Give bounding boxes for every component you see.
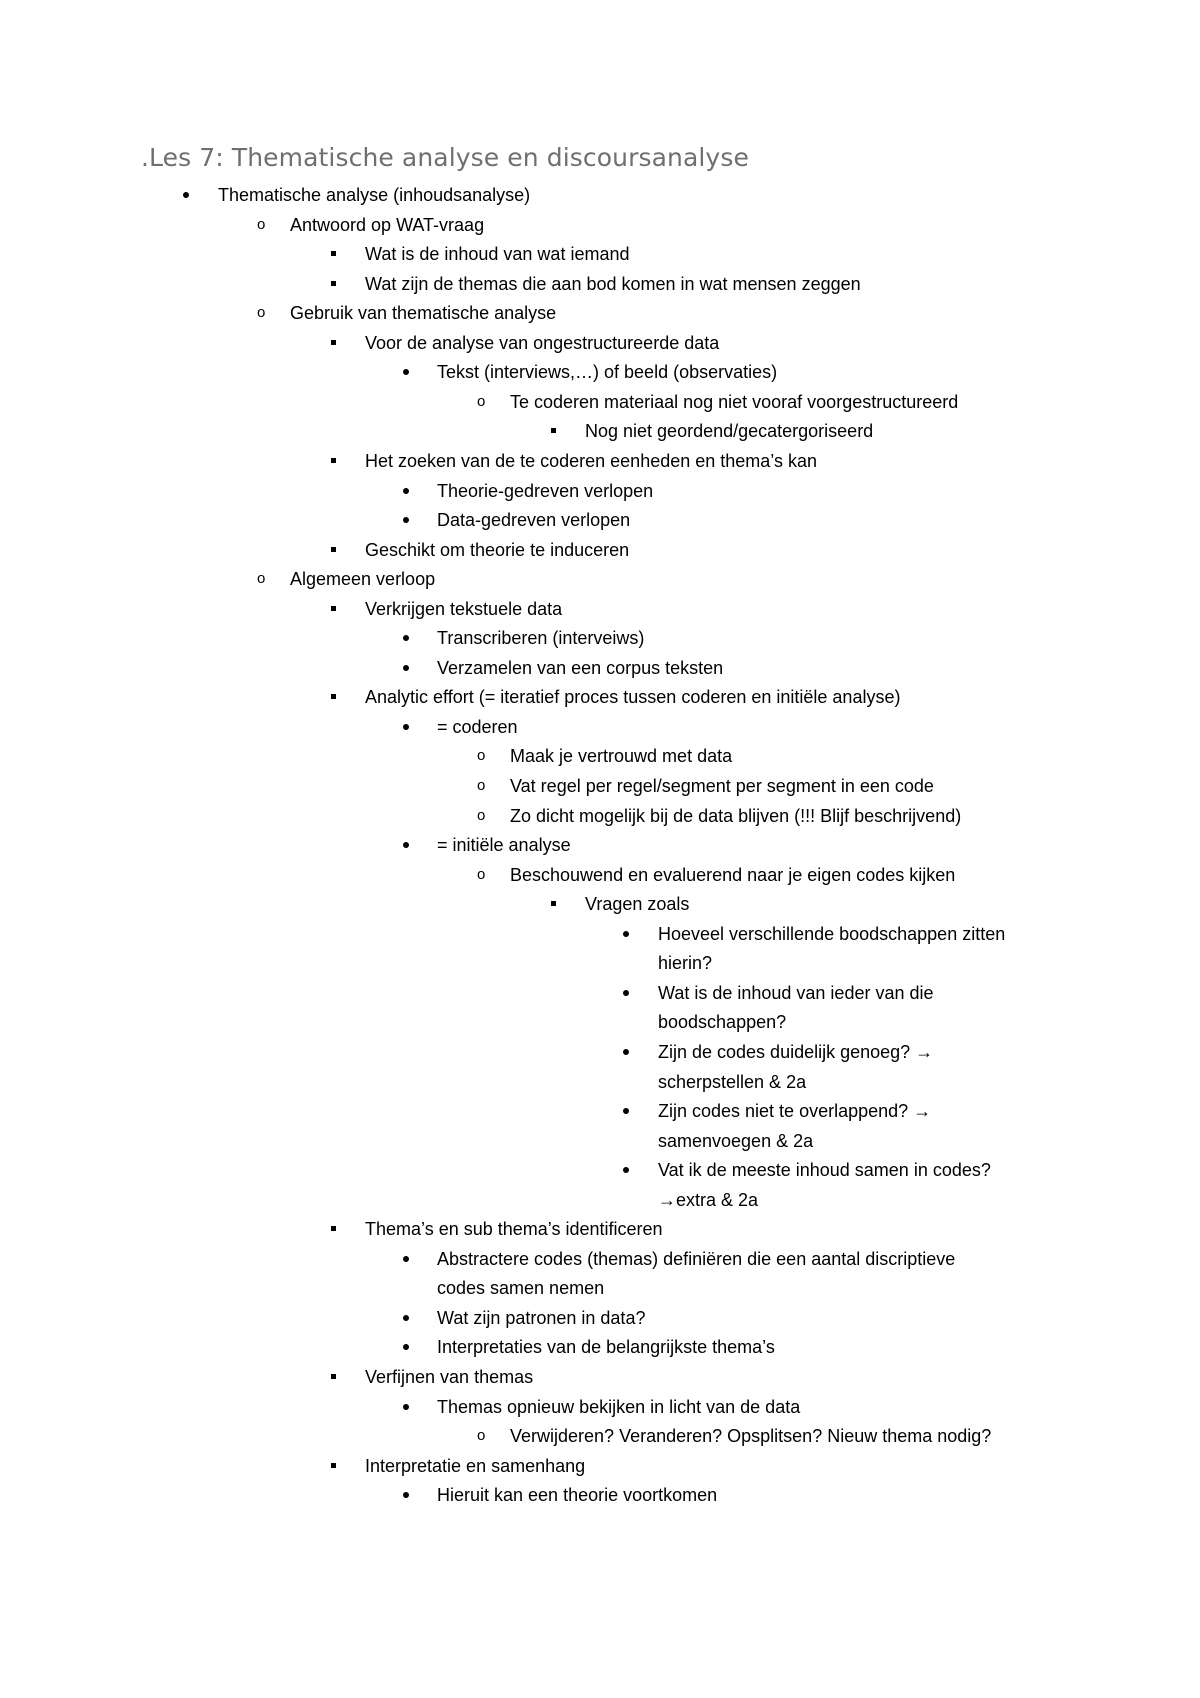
bullet-marker-icon [620, 1158, 640, 1182]
outline-item-text: Verfijnen van themas [365, 1367, 534, 1387]
outline-item-text: Voor de analyse van ongestructureerde data [365, 333, 720, 353]
bullet-marker-icon [620, 1099, 640, 1123]
outline-item-text: scherpstellen & 2a [658, 1072, 807, 1092]
bullet-marker-icon [400, 1247, 420, 1271]
circle-marker-icon [475, 863, 495, 887]
square-marker-icon [328, 242, 348, 266]
outline-item-text: Wat is de inhoud van wat iemand [365, 244, 630, 264]
square-marker-icon [328, 272, 348, 296]
square-marker-icon [328, 538, 348, 562]
outline-item-text: Abstractere codes (themas) definiëren die een aantal discriptieve [437, 1249, 956, 1269]
bullet-marker-icon [400, 656, 420, 680]
outline-item-text: Analytic effort (= iteratief proces tussen coderen en initiële analyse) [365, 687, 901, 707]
outline-item-text: Geschikt om theorie te induceren [365, 540, 630, 560]
circle-marker-icon [475, 1424, 495, 1448]
square-marker-icon [548, 892, 568, 916]
bullet-marker-icon [180, 183, 200, 207]
outline-item-text: Te coderen materiaal nog niet vooraf voorgestructureerd [510, 392, 959, 412]
bullet-marker-icon [400, 1483, 420, 1507]
outline-item-text: Thema’s en sub thema’s identificeren [365, 1219, 663, 1239]
outline-item-text: samenvoegen & 2a [658, 1131, 814, 1151]
bullet-marker-icon [400, 508, 420, 532]
outline-item-text: Antwoord op WAT-vraag [290, 215, 485, 235]
outline-item-text: Wat zijn patronen in data? [437, 1308, 646, 1328]
outline-item-text: Algemeen verloop [290, 569, 436, 589]
square-marker-icon [328, 1217, 348, 1241]
outline-item-text: Data-gedreven verlopen [437, 510, 631, 530]
outline-item-text: Verwijderen? Veranderen? Opsplitsen? Nieuw thema nodig? [510, 1426, 992, 1446]
outline-item-text: Beschouwend en evaluerend naar je eigen codes kijken [510, 865, 956, 885]
outline-item-text: hierin? [658, 953, 713, 973]
square-marker-icon [548, 419, 568, 443]
outline-item-text: Vat ik de meeste inhoud samen in codes? [658, 1160, 991, 1180]
outline-item-text: = initiële analyse [437, 835, 571, 855]
bullet-marker-icon [400, 1395, 420, 1419]
circle-marker-icon [475, 804, 495, 828]
outline-item-text: boodschappen? [658, 1012, 787, 1032]
bullet-marker-icon [400, 626, 420, 650]
outline-item-text: Theorie-gedreven verlopen [437, 481, 654, 501]
bullet-marker-icon [400, 479, 420, 503]
outline-item-text: Maak je vertrouwd met data [510, 746, 733, 766]
outline-item-text: Interpretatie en samenhang [365, 1456, 586, 1476]
bullet-marker-icon [400, 833, 420, 857]
bullet-marker-icon [400, 1306, 420, 1330]
square-marker-icon [328, 449, 348, 473]
outline-item-text: Hieruit kan een theorie voortkomen [437, 1485, 718, 1505]
bullet-marker-icon [400, 715, 420, 739]
outline-item-text: Verkrijgen tekstuele data [365, 599, 563, 619]
outline-item-text: codes samen nemen [437, 1278, 605, 1298]
outline-item-text: Thematische analyse (inhoudsanalyse) [218, 185, 531, 205]
square-marker-icon [328, 1454, 348, 1478]
document-title: .Les 7: Thematische analyse en discoursanalyse [141, 143, 749, 172]
outline-item-text: Wat zijn de themas die aan bod komen in wat mensen zeggen [365, 274, 861, 294]
outline-item-text: Tekst (interviews,…) of beeld (observaties) [437, 362, 778, 382]
outline-item-text: Interpretaties van de belangrijkste thema’s [437, 1337, 775, 1357]
bullet-marker-icon [620, 922, 640, 946]
outline-item-text: Transcriberen (interveiws) [437, 628, 645, 648]
outline-item-text: Themas opnieuw bekijken in licht van de data [437, 1397, 801, 1417]
square-marker-icon [328, 331, 348, 355]
outline-item-text: Vragen zoals [585, 894, 690, 914]
bullet-marker-icon [400, 1335, 420, 1359]
outline-item-text: →extra & 2a [658, 1190, 759, 1210]
square-marker-icon [328, 1365, 348, 1389]
outline-item-text: = coderen [437, 717, 518, 737]
square-marker-icon [328, 685, 348, 709]
outline-item-text: Vat regel per regel/segment per segment in een code [510, 776, 934, 796]
bullet-marker-icon [620, 981, 640, 1005]
circle-marker-icon [475, 744, 495, 768]
circle-marker-icon [255, 213, 275, 237]
outline-item-text: Nog niet geordend/gecatergoriseerd [585, 421, 874, 441]
circle-marker-icon [255, 301, 275, 325]
outline-item-text: Zijn codes niet te overlappend? → [658, 1101, 932, 1121]
outline-item-text: Verzamelen van een corpus teksten [437, 658, 724, 678]
outline-item-text: Gebruik van thematische analyse [290, 303, 557, 323]
outline-item-text: Zijn de codes duidelijk genoeg? → [658, 1042, 934, 1062]
outline-item-text: Wat is de inhoud van ieder van die [658, 983, 934, 1003]
outline-item-text: Hoeveel verschillende boodschappen zitten [658, 924, 1006, 944]
bullet-marker-icon [620, 1040, 640, 1064]
square-marker-icon [328, 597, 348, 621]
circle-marker-icon [255, 567, 275, 591]
circle-marker-icon [475, 390, 495, 414]
outline-item-text: Zo dicht mogelijk bij de data blijven (!!! Blijf beschrijvend) [510, 806, 962, 826]
bullet-marker-icon [400, 360, 420, 384]
circle-marker-icon [475, 774, 495, 798]
outline-item-text: Het zoeken van de te coderen eenheden en thema’s kan [365, 451, 817, 471]
